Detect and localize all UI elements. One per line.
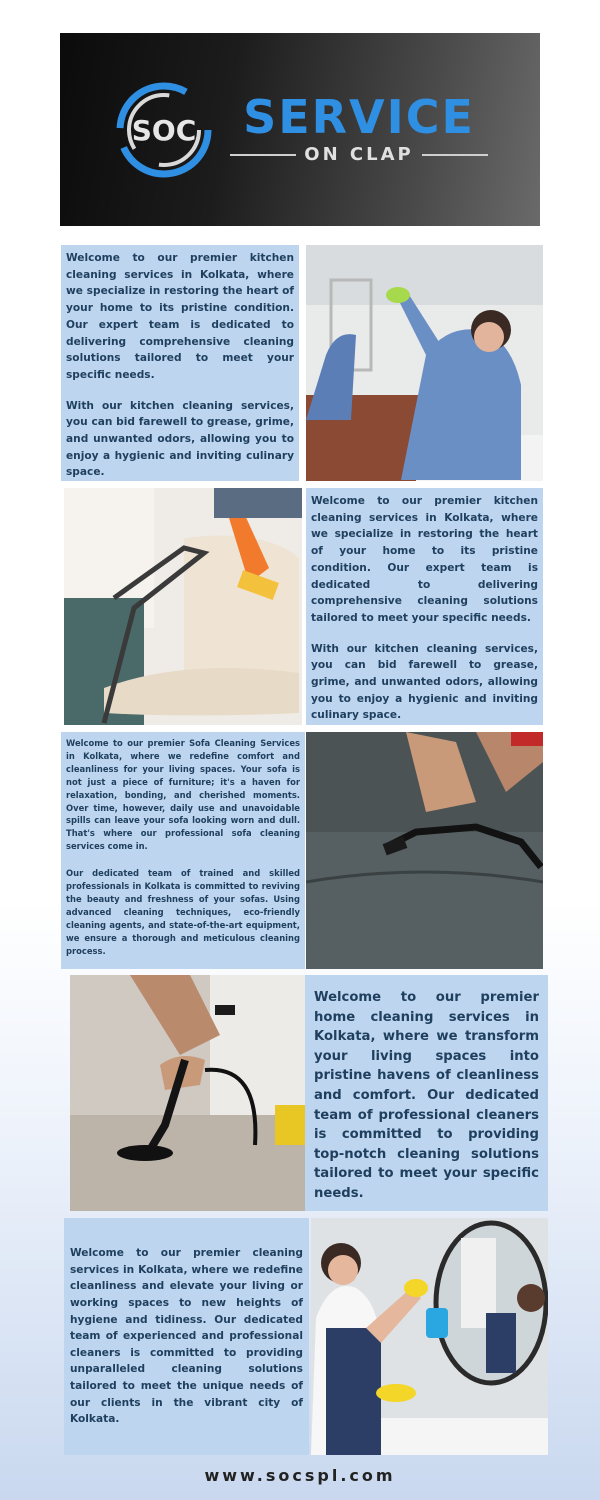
section-3-photo: [306, 732, 543, 969]
brand-wordmark: [230, 90, 487, 165]
section-2-paragraph-2: With our kitchen cleaning services, you can bid farewell to grease, grime, and unwanted odors, allowing you to enjoy a hygienic and inviting culinary space.: [311, 642, 538, 722]
section-4-text: [305, 975, 548, 1211]
section-3-paragraph-2: Our dedicated team of trained and skilled professionals in Kolkata is committed to reviving the beauty and freshness of your sofas. Using advanced cleaning techniques, eco-friendly cleaning agents, and state-of-the-art equipment, we ensure a thorough and meticulous cleaning process.: [66, 868, 300, 956]
soc-logo-icon: [112, 78, 216, 182]
section-4-paragraph-1: Welcome to our premier home cleaning services in Kolkata, where we transform your living spaces into pristine havens of cleanliness and comfort. Our dedicated team of professional cleaners is committed to providing top-notch cleaning solutions tailored to meet your specific needs.: [314, 990, 539, 1201]
section-5-text: [64, 1218, 309, 1455]
header-banner: [60, 33, 540, 226]
sofa-cleaning-image: [306, 732, 543, 969]
brand-tagline-row: [230, 144, 487, 165]
svg-text:SOC: SOC: [132, 113, 197, 147]
section-2-photo: [64, 488, 302, 725]
section-1-paragraph-1: Welcome to our premier kitchen cleaning services in Kolkata, where we specialize in restoring the heart of your home to its pristine condition. Our expert team is dedicated to delivering comprehensive cleaning solutions tailored to meet your specific needs.: [66, 252, 294, 381]
website-url[interactable]: www.socspl.com: [204, 1466, 396, 1485]
section-1-text: [61, 245, 299, 481]
tagline-line-right: [422, 154, 488, 156]
section-5-paragraph-1: Welcome to our premier cleaning services in Kolkata, where we redefine cleanliness and elevate your living or working spaces to new heights of hygiene and tidiness. Our dedicated team of experienced and professional cleaners is committed to providing unparalleled cleaning solutions tailored to meet the unique needs of our clients in the vibrant city of Kolkata.: [70, 1247, 303, 1426]
section-2-paragraph-1: Welcome to our premier kitchen cleaning services in Kolkata, where we specialize in restoring the heart of your home to its pristine condition. Our expert team is dedicated to delivering comprehensive cleaning solutions tailored to meet your specific needs.: [311, 495, 538, 624]
steam-cleaner-image: [70, 975, 305, 1211]
section-3-paragraph-1: Welcome to our premier Sofa Cleaning Services in Kolkata, where we redefine comfort and cleanliness for your living spaces. Your sofa is not just a piece of furniture; it's a haven for relaxation, bonding, and cherished moments. Over time, however, daily use and unavoidable spills can leave your sofa looking worn and dull. That's where our professional sofa cleaning services come in.: [66, 738, 300, 852]
section-2-text: [306, 488, 543, 725]
section-5-photo: [311, 1218, 548, 1455]
section-4-photo: [70, 975, 305, 1211]
brand-name: SERVICE: [243, 90, 475, 144]
section-1-photo: [306, 245, 543, 481]
tagline-line-left: [230, 154, 296, 156]
bathroom-cleaning-image: [311, 1218, 548, 1455]
brand-tagline: ON CLAP: [304, 144, 414, 165]
brand-logo: [112, 78, 487, 182]
section-3-text: [61, 732, 305, 969]
bathroom-mirror-cleaning-image: [306, 245, 543, 481]
chair-cleaning-image: [64, 488, 302, 725]
section-1-paragraph-2: With our kitchen cleaning services, you can bid farewell to grease, grime, and unwanted odors, allowing you to enjoy a hygienic and inviting culinary space.: [66, 399, 294, 479]
